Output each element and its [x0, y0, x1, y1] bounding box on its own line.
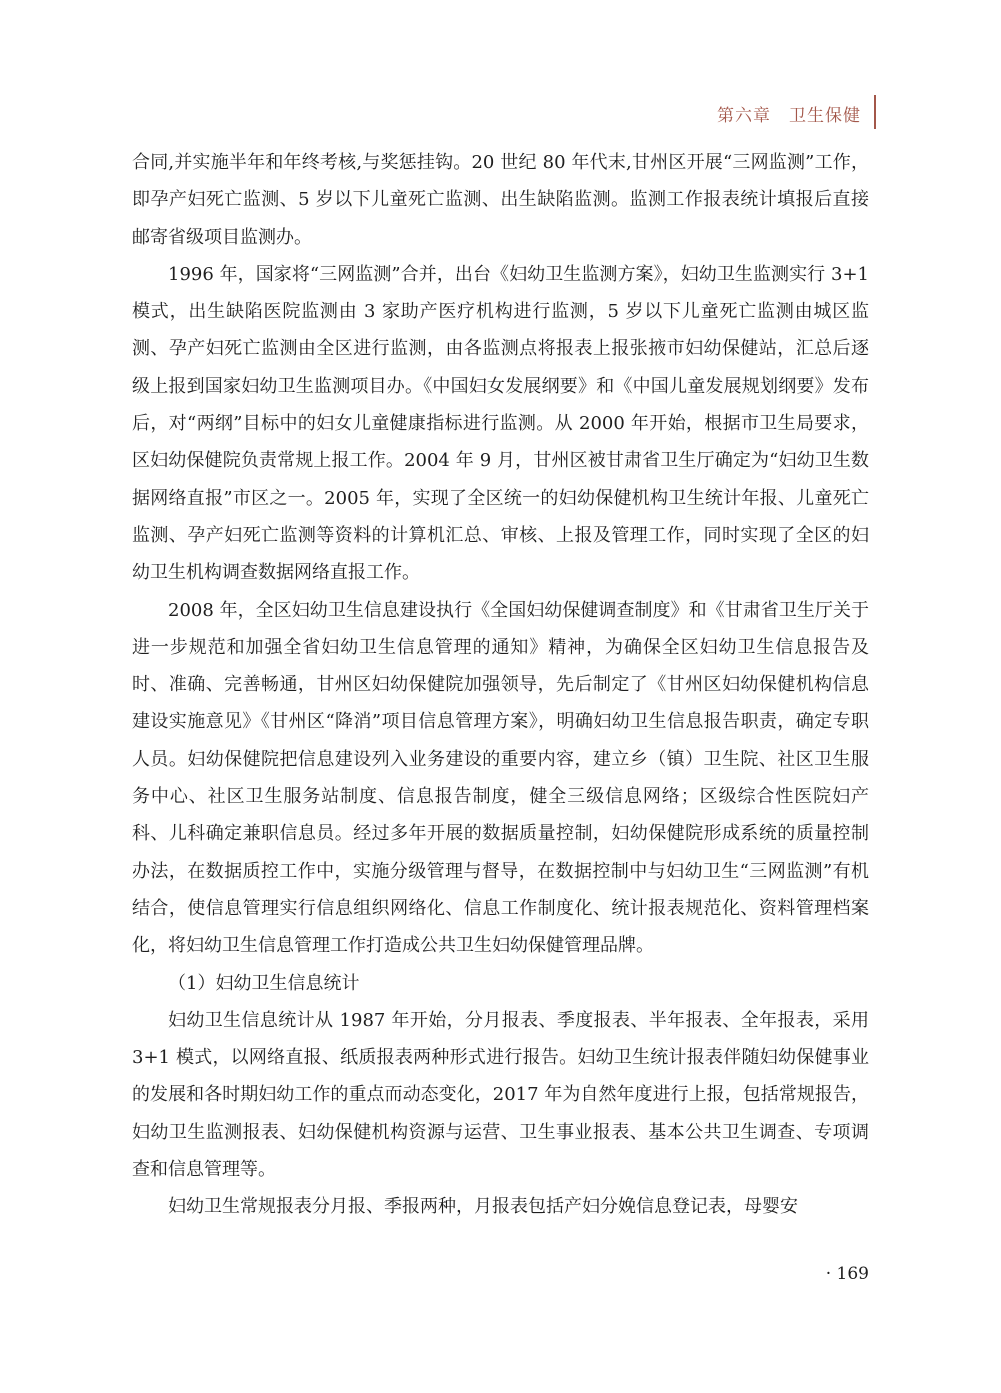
body-text — [132, 144, 869, 1226]
paragraph-1: 合同,并实施半年和年终考核,与奖惩挂钩。20 世纪 80 年代末,甘州区开展“三网监测”工作，即孕产妇死亡监测、5 岁以下儿童死亡监测、出生缺陷监测。监测工作报表统计填报后直接邮寄省级项目监测办。 — [132, 152, 869, 248]
paragraph-5: 妇幼卫生常规报表分月报、季报两种，月报表包括产妇分娩信息登记表，母婴安 — [168, 1196, 798, 1218]
header-divider — [874, 95, 876, 129]
chapter-header: 第六章 卫生保健 — [717, 106, 861, 126]
paragraph-2: 1996 年，国家将“三网监测”合并，出台《妇幼卫生监测方案》，妇幼卫生监测实行 3+1 模式，出生缺陷医院监测由 3 家助产医疗机构进行监测，5 岁以下儿童死亡监测由城区监测、孕产妇死亡监测由全区进行监测，由各监测点将报表上报张掖市妇幼保健站，汇总后逐级上报到国家妇幼卫生监测项目办。《中国妇女发展纲要》和《中国儿童发展规划纲要》发布后，对“两纲”目标中的妇女儿童健康指标进行监测。从 2000 年开始，根据市卫生局要求，区妇幼保健院负责常规上报工作。2004 年 9 月，甘州区被甘肃省卫生厅确定为“妇幼卫生数据网络直报”市区之一。2005 年，实现了全区统一的妇幼保健机构卫生统计年报、儿童死亡监测、孕产妇死亡监测等资料的计算机汇总、审核、上报及管理工作，同时实现了全区的妇幼卫生机构调查数据网络直报工作。 — [132, 263, 869, 584]
section-heading: （1）妇幼卫生信息统计 — [168, 972, 360, 994]
page-number: · 169 — [825, 1264, 869, 1284]
paragraph-4: 妇幼卫生信息统计从 1987 年开始，分月报表、季度报表、半年报表、全年报表，采用 3+1 模式，以网络直报、纸质报表两种形式进行报告。妇幼卫生统计报表伴随妇幼保健事业的发展和各时期妇幼工作的重点而动态变化，2017 年为自然年度进行上报，包括常规报告，妇幼卫生监测报表、妇幼保健机构资源与运营、卫生事业报表、基本公共卫生调查、专项调查和信息管理等。 — [132, 1009, 869, 1181]
paragraph-3: 2008 年，全区妇幼卫生信息建设执行《全国妇幼保健调查制度》和《甘肃省卫生厅关于进一步规范和加强全省妇幼卫生信息管理的通知》精神，为确保全区妇幼卫生信息报告及时、准确、完善畅通，甘州区妇幼保健院加强领导，先后制定了《甘州区妇幼保健机构信息建设实施意见》《甘州区“降消”项目信息管理方案》，明确妇幼卫生信息报告职责，确定专职人员。妇幼保健院把信息建设列入业务建设的重要内容，建立乡（镇）卫生院、社区卫生服务中心、社区卫生服务站制度、信息报告制度，健全三级信息网络；区级综合性医院妇产科、儿科确定兼职信息员。经过多年开展的数据质量控制，妇幼保健院形成系统的质量控制办法，在数据质控工作中，实施分级管理与督导，在数据控制中与妇幼卫生“三网监测”有机结合，使信息管理实行信息组织网络化、信息工作制度化、统计报表规范化、资料管理档案化，将妇幼卫生信息管理工作打造成公共卫生妇幼保健管理品牌。 — [132, 599, 869, 957]
